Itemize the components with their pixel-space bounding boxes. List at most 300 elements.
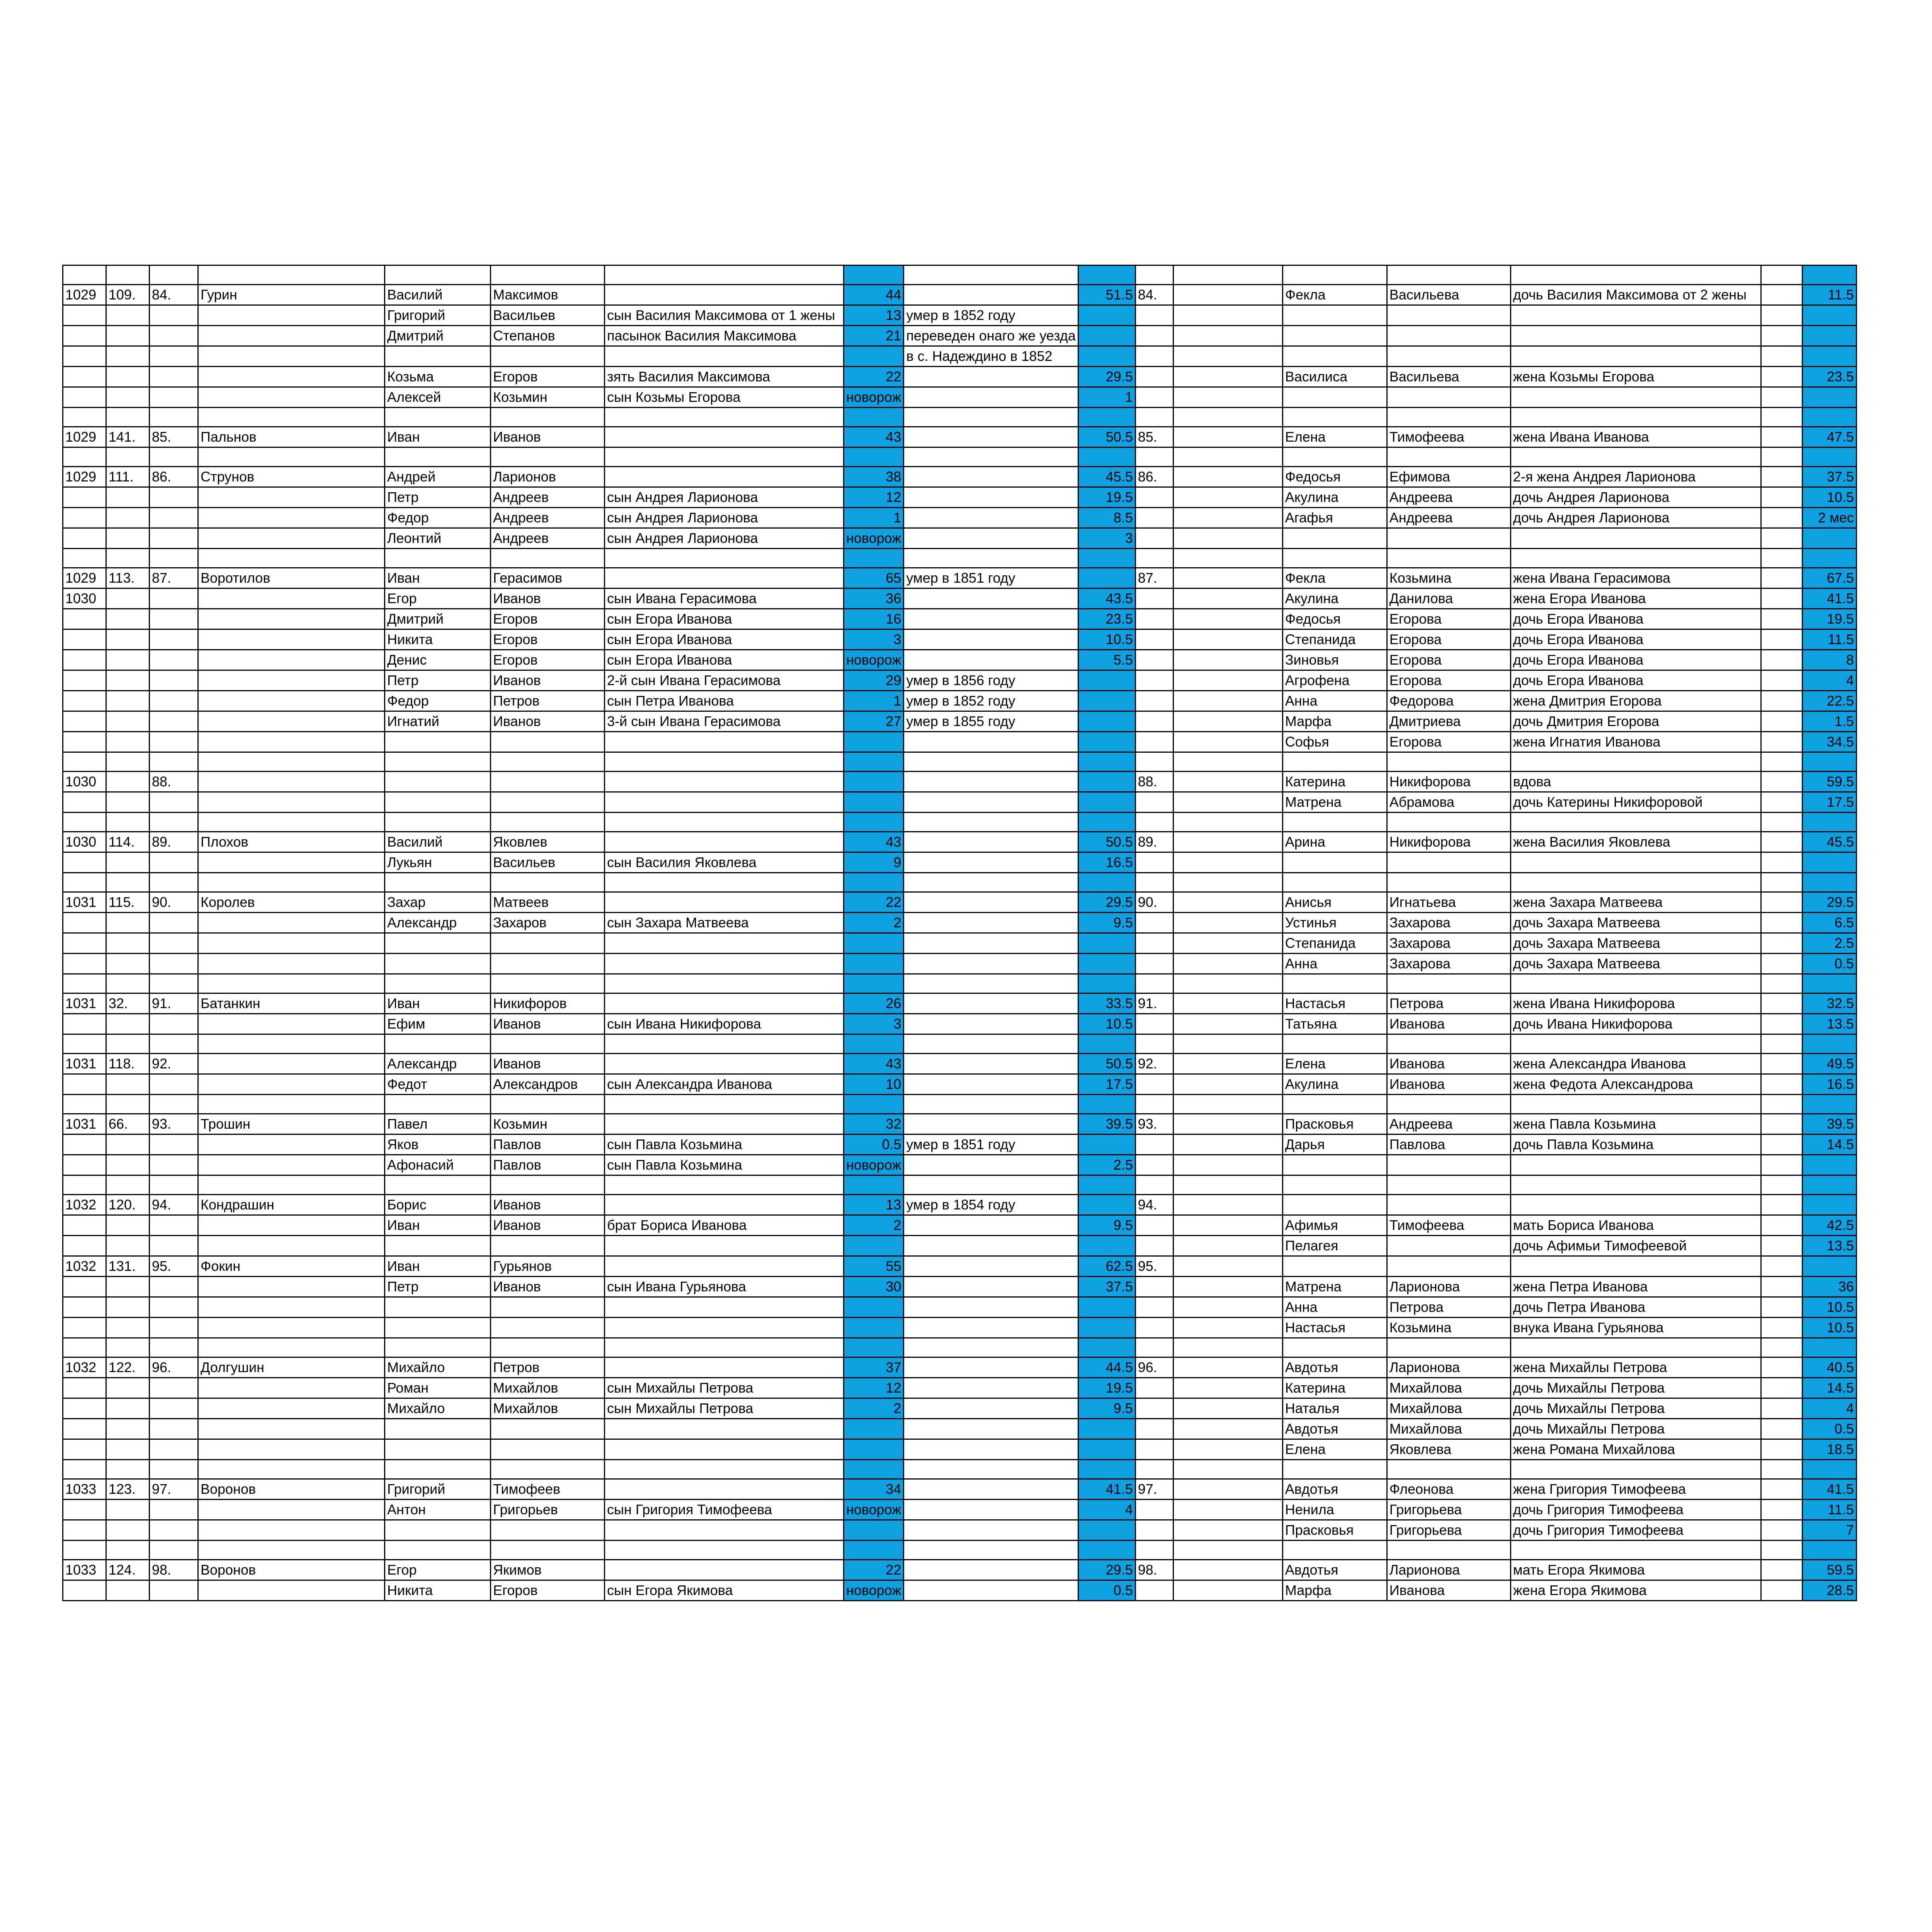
cell-surname: [198, 1500, 385, 1520]
cell-age-later: 19.5: [1078, 487, 1135, 508]
cell-relation: [605, 832, 844, 852]
cell-female-first-name: [1282, 346, 1387, 367]
cell-entry-no-f: [1135, 873, 1173, 892]
cell-female-patronymic: [1387, 305, 1510, 326]
table-row: [63, 1419, 1857, 1439]
cell-blank-col-2: [1761, 427, 1802, 447]
cell-first-name: [385, 772, 491, 792]
cell-female-age: 29.5: [1802, 892, 1856, 913]
cell-female-patronymic: Флеонова: [1387, 1479, 1510, 1500]
cell-surname: [198, 447, 385, 467]
cell-female-age: [1802, 1095, 1856, 1114]
cell-blank-col: [1173, 1318, 1282, 1338]
cell-note: [904, 1114, 1078, 1134]
cell-blank-col: [1173, 732, 1282, 752]
cell-blank-col: [1173, 285, 1282, 305]
cell-note: [904, 993, 1078, 1014]
cell-surname: [198, 1134, 385, 1155]
cell-household-no: 1032: [63, 1256, 106, 1277]
cell-entry-no-m: 89.: [150, 832, 198, 852]
cell-relation: [605, 752, 844, 772]
table-row: [63, 1054, 1857, 1074]
cell-entry-no-m: [150, 367, 198, 387]
cell-blank-col-2: [1761, 813, 1802, 832]
cell-age: [844, 1460, 904, 1479]
cell-female-relation: жена Ивана Иванова: [1510, 427, 1761, 447]
cell-entry-no-m: [150, 792, 198, 813]
cell-relation: [605, 1256, 844, 1277]
cell-age: новорож: [844, 650, 904, 670]
cell-household-no: [63, 852, 106, 873]
cell-female-patronymic: Ларионова: [1387, 1560, 1510, 1580]
table-row: [63, 852, 1857, 873]
cell-blank-col: [1173, 367, 1282, 387]
cell-surname: Струнов: [198, 467, 385, 487]
cell-female-patronymic: [1387, 1460, 1510, 1479]
cell-female-age: 10.5: [1802, 1318, 1856, 1338]
cell-surname: [198, 1297, 385, 1318]
cell-female-age: 0.5: [1802, 954, 1856, 974]
cell-age-later: 62.5: [1078, 1256, 1135, 1277]
cell-blank-col: [1173, 447, 1282, 467]
cell-patronymic: Михайлов: [491, 1378, 605, 1398]
cell-note: умер в 1854 году: [904, 1195, 1078, 1215]
cell-female-first-name: Софья: [1282, 732, 1387, 752]
cell-patronymic: Матвеев: [491, 892, 605, 913]
cell-age: 32: [844, 1114, 904, 1134]
cell-blank-col-2: [1761, 1155, 1802, 1175]
cell-patronymic: Козьмин: [491, 387, 605, 408]
cell-female-first-name: [1282, 1460, 1387, 1479]
table-row: [63, 1541, 1857, 1560]
cell-female-relation: жена Ивана Герасимова: [1510, 568, 1761, 588]
cell-female-age: [1802, 326, 1856, 346]
cell-age: 27: [844, 711, 904, 732]
cell-female-relation: жена Александра Иванова: [1510, 1054, 1761, 1074]
cell-female-relation: дочь Андрея Ларионова: [1510, 508, 1761, 528]
cell-first-name: Петр: [385, 487, 491, 508]
cell-patronymic: [491, 933, 605, 954]
cell-blank-col: [1173, 305, 1282, 326]
cell-blank-col: [1173, 892, 1282, 913]
cell-female-first-name: [1282, 752, 1387, 772]
cell-female-patronymic: [1387, 1095, 1510, 1114]
cell-age: 1: [844, 691, 904, 711]
cell-note: [904, 1318, 1078, 1338]
cell-female-patronymic: [1387, 1256, 1510, 1277]
cell-patronymic: Иванов: [491, 670, 605, 691]
cell-surname: [198, 1014, 385, 1034]
cell-relation: сын Александра Иванова: [605, 1074, 844, 1095]
cell-relation: [605, 892, 844, 913]
cell-entry-no-f: 85.: [1135, 427, 1173, 447]
cell-entry-no-m: [150, 1338, 198, 1357]
cell-female-patronymic: Захарова: [1387, 913, 1510, 933]
cell-female-first-name: Прасковья: [1282, 1520, 1387, 1541]
cell-female-patronymic: [1387, 974, 1510, 993]
cell-entry-no-f: [1135, 609, 1173, 629]
cell-blank-col: [1173, 487, 1282, 508]
cell-entry-no-f: [1135, 305, 1173, 326]
cell-entry-no-m: [150, 852, 198, 873]
cell-age: 1: [844, 508, 904, 528]
cell-family-no: [106, 852, 150, 873]
cell-first-name: [385, 813, 491, 832]
cell-relation: зять Василия Максимова: [605, 367, 844, 387]
cell-entry-no-f: [1135, 732, 1173, 752]
table-row: [63, 933, 1857, 954]
cell-first-name: [385, 1460, 491, 1479]
cell-age-later: 9.5: [1078, 1215, 1135, 1236]
cell-female-age: 14.5: [1802, 1134, 1856, 1155]
cell-household-no: [63, 1034, 106, 1054]
cell-entry-no-f: [1135, 913, 1173, 933]
cell-relation: [605, 1338, 844, 1357]
cell-family-no: 123.: [106, 1479, 150, 1500]
cell-relation: [605, 346, 844, 367]
table-row: [63, 954, 1857, 974]
cell-patronymic: [491, 447, 605, 467]
cell-relation: [605, 873, 844, 892]
cell-entry-no-f: [1135, 1297, 1173, 1318]
cell-female-first-name: Арина: [1282, 832, 1387, 852]
cell-entry-no-f: [1135, 408, 1173, 427]
table-row: [63, 813, 1857, 832]
table-row: [63, 1074, 1857, 1095]
cell-entry-no-f: [1135, 1398, 1173, 1419]
cell-age: 13: [844, 305, 904, 326]
cell-family-no: [106, 873, 150, 892]
cell-blank-col: [1173, 813, 1282, 832]
cell-family-no: [106, 933, 150, 954]
cell-female-patronymic: Козьмина: [1387, 568, 1510, 588]
cell-female-first-name: Акулина: [1282, 487, 1387, 508]
cell-age: [844, 447, 904, 467]
cell-household-no: [63, 367, 106, 387]
table-row: [63, 974, 1857, 993]
cell-relation: [605, 549, 844, 568]
cell-female-relation: дочь Дмитрия Егорова: [1510, 711, 1761, 732]
cell-blank-col: [1173, 752, 1282, 772]
cell-blank-col-2: [1761, 265, 1802, 285]
cell-entry-no-m: [150, 487, 198, 508]
cell-entry-no-f: 93.: [1135, 1114, 1173, 1134]
cell-female-first-name: Катерина: [1282, 1378, 1387, 1398]
cell-surname: [198, 1074, 385, 1095]
cell-entry-no-m: [150, 1398, 198, 1419]
cell-female-patronymic: [1387, 326, 1510, 346]
cell-relation: [605, 792, 844, 813]
cell-surname: [198, 1460, 385, 1479]
cell-age-later: [1078, 1236, 1135, 1256]
cell-entry-no-f: [1135, 711, 1173, 732]
cell-family-no: 122.: [106, 1357, 150, 1378]
cell-female-age: 4: [1802, 670, 1856, 691]
cell-blank-col-2: [1761, 447, 1802, 467]
cell-first-name: [385, 1297, 491, 1318]
cell-female-relation: жена Михайлы Петрова: [1510, 1357, 1761, 1378]
cell-note: [904, 1500, 1078, 1520]
cell-female-first-name: Устинья: [1282, 913, 1387, 933]
cell-female-age: 49.5: [1802, 1054, 1856, 1074]
cell-blank-col-2: [1761, 1560, 1802, 1580]
cell-note: [904, 1560, 1078, 1580]
cell-female-first-name: Василиса: [1282, 367, 1387, 387]
cell-female-age: [1802, 974, 1856, 993]
cell-age-later: [1078, 1095, 1135, 1114]
cell-note: [904, 508, 1078, 528]
cell-age: [844, 1095, 904, 1114]
cell-patronymic: [491, 772, 605, 792]
cell-family-no: 113.: [106, 568, 150, 588]
cell-female-first-name: Елена: [1282, 1439, 1387, 1460]
cell-blank-col-2: [1761, 305, 1802, 326]
cell-family-no: [106, 1318, 150, 1338]
cell-family-no: [106, 387, 150, 408]
cell-age: [844, 1419, 904, 1439]
cell-blank-col: [1173, 1357, 1282, 1378]
cell-female-relation: жена Петра Иванова: [1510, 1277, 1761, 1297]
cell-surname: [198, 1318, 385, 1338]
cell-entry-no-f: [1135, 1034, 1173, 1054]
cell-family-no: [106, 367, 150, 387]
cell-entry-no-m: [150, 1580, 198, 1601]
cell-age-later: 23.5: [1078, 609, 1135, 629]
cell-female-age: 39.5: [1802, 1114, 1856, 1134]
cell-female-first-name: Анна: [1282, 954, 1387, 974]
cell-first-name: Алексей: [385, 387, 491, 408]
cell-female-patronymic: Иванова: [1387, 1580, 1510, 1601]
cell-female-patronymic: [1387, 752, 1510, 772]
cell-note: в с. Надеждино в 1852: [904, 346, 1078, 367]
cell-age-later: [1078, 447, 1135, 467]
cell-first-name: [385, 1318, 491, 1338]
cell-entry-no-f: [1135, 1378, 1173, 1398]
cell-blank-col: [1173, 974, 1282, 993]
cell-entry-no-m: [150, 1520, 198, 1541]
cell-household-no: 1029: [63, 467, 106, 487]
cell-surname: Гурин: [198, 285, 385, 305]
cell-note: [904, 1034, 1078, 1054]
table-row: [63, 265, 1857, 285]
cell-blank-col: [1173, 1398, 1282, 1419]
cell-female-age: [1802, 1256, 1856, 1277]
cell-blank-col-2: [1761, 508, 1802, 528]
cell-relation: [605, 447, 844, 467]
cell-family-no: 115.: [106, 892, 150, 913]
cell-female-age: [1802, 1541, 1856, 1560]
cell-first-name: Федор: [385, 691, 491, 711]
cell-relation: сын Павла Козьмина: [605, 1155, 844, 1175]
cell-entry-no-m: [150, 974, 198, 993]
cell-entry-no-m: 92.: [150, 1054, 198, 1074]
cell-female-relation: [1510, 387, 1761, 408]
cell-family-no: [106, 1175, 150, 1195]
cell-female-relation: жена Павла Козьмина: [1510, 1114, 1761, 1134]
cell-entry-no-f: [1135, 1155, 1173, 1175]
cell-female-first-name: Авдотья: [1282, 1479, 1387, 1500]
table-row: [63, 285, 1857, 305]
cell-note: [904, 1479, 1078, 1500]
cell-entry-no-f: [1135, 852, 1173, 873]
cell-age: [844, 346, 904, 367]
cell-age: 9: [844, 852, 904, 873]
cell-age-later: [1078, 1134, 1135, 1155]
cell-family-no: [106, 408, 150, 427]
cell-blank-col: [1173, 1175, 1282, 1195]
cell-patronymic: Иванов: [491, 1195, 605, 1215]
cell-female-patronymic: [1387, 852, 1510, 873]
cell-family-no: [106, 732, 150, 752]
cell-household-no: [63, 1014, 106, 1034]
cell-female-age: 11.5: [1802, 285, 1856, 305]
cell-female-age: [1802, 549, 1856, 568]
cell-female-relation: жена Игнатия Иванова: [1510, 732, 1761, 752]
cell-entry-no-m: 90.: [150, 892, 198, 913]
cell-blank-col: [1173, 1500, 1282, 1520]
cell-patronymic: [491, 1520, 605, 1541]
cell-female-age: [1802, 1034, 1856, 1054]
cell-female-first-name: Авдотья: [1282, 1419, 1387, 1439]
cell-entry-no-m: [150, 732, 198, 752]
cell-blank-col: [1173, 852, 1282, 873]
cell-relation: [605, 427, 844, 447]
cell-blank-col: [1173, 913, 1282, 933]
cell-female-first-name: Федосья: [1282, 467, 1387, 487]
cell-family-no: [106, 1439, 150, 1460]
cell-relation: [605, 1439, 844, 1460]
cell-age: 44: [844, 285, 904, 305]
cell-first-name: Игнатий: [385, 711, 491, 732]
cell-patronymic: [491, 1338, 605, 1357]
cell-relation: [605, 772, 844, 792]
cell-family-no: [106, 752, 150, 772]
cell-female-relation: дочь Захара Матвеева: [1510, 933, 1761, 954]
cell-entry-no-m: 87.: [150, 568, 198, 588]
table-row: [63, 650, 1857, 670]
cell-first-name: [385, 954, 491, 974]
cell-blank-col: [1173, 832, 1282, 852]
cell-female-age: 23.5: [1802, 367, 1856, 387]
cell-surname: [198, 1155, 385, 1175]
cell-patronymic: Ларионов: [491, 467, 605, 487]
cell-age-later: 51.5: [1078, 285, 1135, 305]
cell-surname: [198, 346, 385, 367]
cell-blank-col-2: [1761, 1479, 1802, 1500]
cell-female-age: 1.5: [1802, 711, 1856, 732]
cell-first-name: Егор: [385, 588, 491, 609]
cell-note: [904, 1155, 1078, 1175]
cell-blank-col-2: [1761, 1034, 1802, 1054]
cell-female-age: 34.5: [1802, 732, 1856, 752]
cell-blank-col-2: [1761, 892, 1802, 913]
cell-household-no: [63, 326, 106, 346]
table-row: [63, 326, 1857, 346]
cell-family-no: [106, 650, 150, 670]
cell-relation: сын Василия Максимова от 1 жены: [605, 305, 844, 326]
cell-first-name: Захар: [385, 892, 491, 913]
cell-female-patronymic: Григорьева: [1387, 1500, 1510, 1520]
cell-note: [904, 852, 1078, 873]
cell-female-patronymic: Петрова: [1387, 1297, 1510, 1318]
cell-note: [904, 1439, 1078, 1460]
cell-blank-col: [1173, 1054, 1282, 1074]
cell-blank-col-2: [1761, 487, 1802, 508]
cell-family-no: [106, 487, 150, 508]
cell-age-later: [1078, 813, 1135, 832]
cell-relation: сын Григория Тимофеева: [605, 1500, 844, 1520]
cell-household-no: [63, 1398, 106, 1419]
cell-age: 43: [844, 832, 904, 852]
cell-blank-col: [1173, 1095, 1282, 1114]
cell-female-first-name: Анна: [1282, 1297, 1387, 1318]
cell-female-relation: дочь Павла Козьмина: [1510, 1134, 1761, 1155]
cell-entry-no-m: [150, 265, 198, 285]
cell-blank-col-2: [1761, 1460, 1802, 1479]
cell-entry-no-f: [1135, 1439, 1173, 1460]
cell-age: [844, 792, 904, 813]
cell-blank-col: [1173, 873, 1282, 892]
cell-age: [844, 1236, 904, 1256]
cell-female-first-name: [1282, 265, 1387, 285]
cell-age: [844, 752, 904, 772]
cell-blank-col: [1173, 1114, 1282, 1134]
cell-female-relation: [1510, 346, 1761, 367]
cell-female-patronymic: Захарова: [1387, 954, 1510, 974]
cell-female-relation: жена Егора Иванова: [1510, 588, 1761, 609]
cell-household-no: [63, 1215, 106, 1236]
cell-entry-no-m: 86.: [150, 467, 198, 487]
cell-age: [844, 933, 904, 954]
cell-household-no: 1031: [63, 1054, 106, 1074]
cell-family-no: [106, 1014, 150, 1034]
cell-surname: Воротилов: [198, 568, 385, 588]
cell-female-relation: [1510, 1034, 1761, 1054]
cell-blank-col-2: [1761, 1378, 1802, 1398]
cell-blank-col-2: [1761, 650, 1802, 670]
cell-age-later: 1: [1078, 387, 1135, 408]
cell-household-no: [63, 447, 106, 467]
cell-age: [844, 1175, 904, 1195]
cell-relation: [605, 1054, 844, 1074]
cell-patronymic: Козьмин: [491, 1114, 605, 1134]
cell-entry-no-m: [150, 913, 198, 933]
cell-patronymic: [491, 1460, 605, 1479]
cell-surname: [198, 1175, 385, 1195]
cell-female-age: [1802, 813, 1856, 832]
cell-female-first-name: Зиновья: [1282, 650, 1387, 670]
cell-blank-col: [1173, 609, 1282, 629]
cell-household-no: 1029: [63, 427, 106, 447]
cell-blank-col-2: [1761, 528, 1802, 549]
cell-surname: [198, 772, 385, 792]
cell-entry-no-f: [1135, 1175, 1173, 1195]
cell-female-patronymic: [1387, 1034, 1510, 1054]
cell-relation: [605, 954, 844, 974]
cell-female-first-name: Степанида: [1282, 629, 1387, 650]
cell-age: [844, 1541, 904, 1560]
cell-female-relation: [1510, 305, 1761, 326]
table-row: [63, 629, 1857, 650]
cell-female-age: 16.5: [1802, 1074, 1856, 1095]
cell-age: [844, 1520, 904, 1541]
cell-family-no: [106, 1460, 150, 1479]
table-row: [63, 1155, 1857, 1175]
cell-surname: Кондрашин: [198, 1195, 385, 1215]
cell-blank-col: [1173, 792, 1282, 813]
cell-entry-no-m: [150, 873, 198, 892]
cell-age-later: [1078, 305, 1135, 326]
